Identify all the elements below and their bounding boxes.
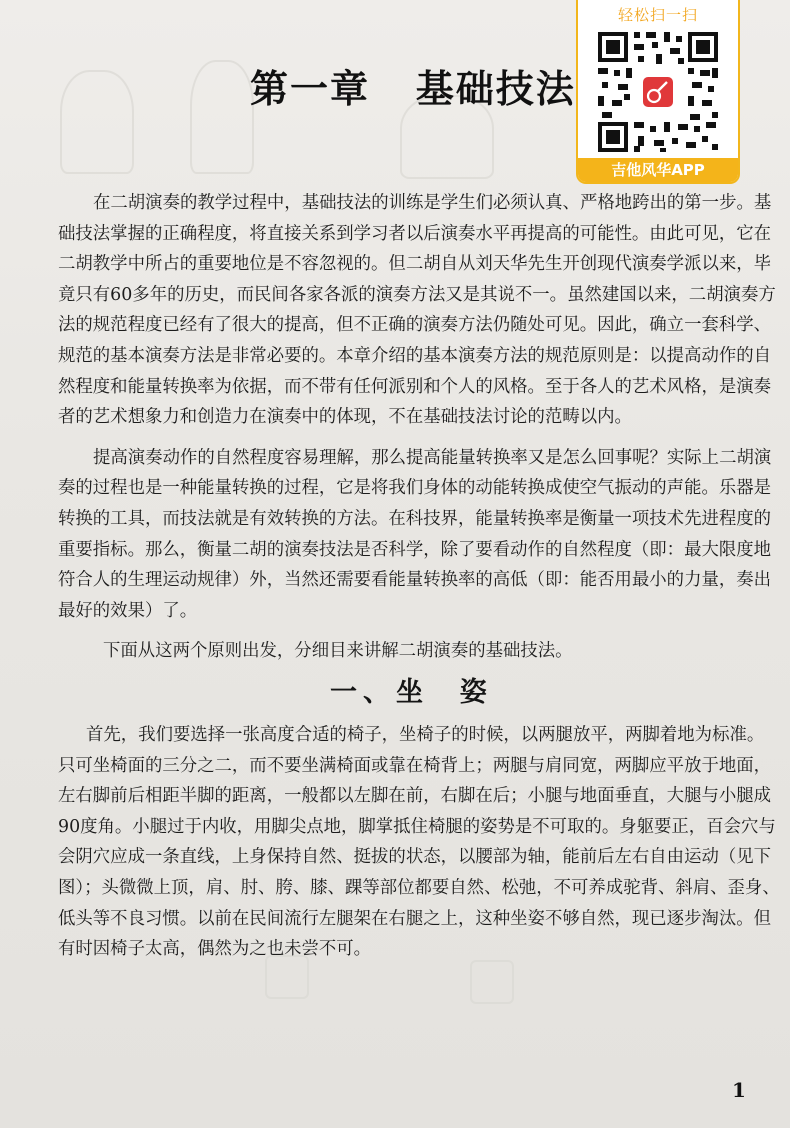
text-line: 竟只有60多年的历史，而民间各家各派的演奏方法又是其说不一。虽然建国以来，二胡演奏方 — [58, 284, 776, 305]
paragraph-3 — [58, 636, 748, 667]
paragraph-4 — [58, 720, 780, 965]
bleed-through-figure-mid — [190, 60, 254, 174]
text-line: 在二胡演奏的教学过程中，基础技法的训练是学生们必须认真、严格地跨出的第一步。基 — [93, 193, 772, 213]
text-line: 转换的工具，而技法就是有效转换的方法。在科技界，能量转换率是衡量一项技术先进程度的 — [58, 508, 772, 529]
text-line: 下面从这两个原则出发，分细目来讲解二胡演奏的基础技法。 — [103, 641, 573, 662]
qr-top-label: 轻松扫一扫 — [617, 6, 698, 24]
text-line: 然程度和能量转换率为依据，而不带有任何派别和个人的风格。至于各人的艺术风格，是演奏 — [58, 376, 772, 397]
section-text — [58, 720, 780, 965]
text-line: 奏的过程也是一种能量转换的过程，它是将我们身体的动能转换成使空气振动的声能。乐器是 — [58, 478, 772, 499]
text-line: 础技法掌握的正确程度，将直接关系到学习者以后演奏水平再提高的可能性。由此可见，它在 — [58, 223, 772, 244]
text-line: 规范的基本演奏方法是非常必要的。本章介绍的基本演奏方法的规范原则是：以提高动作的自 — [58, 345, 772, 366]
bleed-through-figure-left — [60, 70, 134, 174]
text-line: 者的艺术想象力和创造力在演奏中的体现，不在基础技法讨论的范畴以内。 — [58, 407, 632, 428]
text-line: 有时因椅子太高，偶然为之也未尝不可。 — [58, 939, 372, 960]
chapter-title: 第一章 基础技法 — [250, 67, 576, 111]
qr-bottom-label: 吉他风华APP — [578, 158, 738, 182]
text-line: 提高演奏动作的自然程度容易理解，那么提高能量转换率又是怎么回事呢？实际上二胡演 — [93, 447, 772, 468]
text-line: 重要指标。那么，衡量二胡的演奏技法是否科学，除了要看动作的自然程度（即：最大限度地 — [58, 539, 772, 560]
text-line: 会阴穴应成一条直线，上身保持自然、挺拔的状态，以腰部为轴，能前后左右自由运动（见下 — [58, 847, 772, 868]
section-title: 一、坐 姿 — [330, 677, 493, 708]
text-line: 90度角。小腿过于内收，用脚尖点地，脚掌抵住椅腿的姿势是不可取的。身躯要正，百会穴与 — [58, 816, 776, 837]
text-line: 最好的效果）了。 — [58, 600, 198, 621]
text-line: 低头等不良习惯。以前在民间流行左腿架在右腿之上，这种坐姿不够自然，现已逐步淘汰。但 — [58, 908, 772, 929]
intro-text — [58, 188, 776, 667]
text-line: 图）；头微微上顶，肩、肘、胯、膝、踝等部位都要自然、松弛，不可养成驼背、斜肩、歪身、 — [58, 877, 780, 898]
text-line: 首先，我们要选择一张高度合适的椅子，坐椅子的时候，以两腿放平，两脚着地为标准。 — [86, 725, 765, 745]
text-line: 符合人的生理运动规律）外，当然还需要看能量转换率的高低（即：能否用最小的力量，奏出 — [58, 570, 772, 591]
text-line: 只可坐椅面的三分之二，而不要坐满椅面或靠在椅背上；两腿与肩同宽，两脚应平放于地面， — [58, 755, 772, 776]
paragraph-2 — [58, 443, 772, 627]
text-line: 左右脚前后相距半脚的距离，一般都以左脚在前，右脚在后；小腿与地面垂直，大腿与小腿成 — [58, 786, 772, 807]
page-number: 1 — [732, 1078, 746, 1102]
qr-code[interactable] — [594, 28, 722, 156]
qr-promo-card[interactable] — [576, 0, 740, 184]
bleed-through-stool-right — [470, 960, 514, 1004]
paragraph-1 — [58, 188, 776, 433]
text-line: 二胡教学中所占的重要地位是不容忽视的。但二胡自从刘天华先生开创现代演奏学派以来，毕 — [58, 254, 772, 275]
text-line: 法的规范程度已经有了很大的提高，但不正确的演奏方法仍随处可见。因此，确立一套科学、 — [58, 315, 772, 336]
